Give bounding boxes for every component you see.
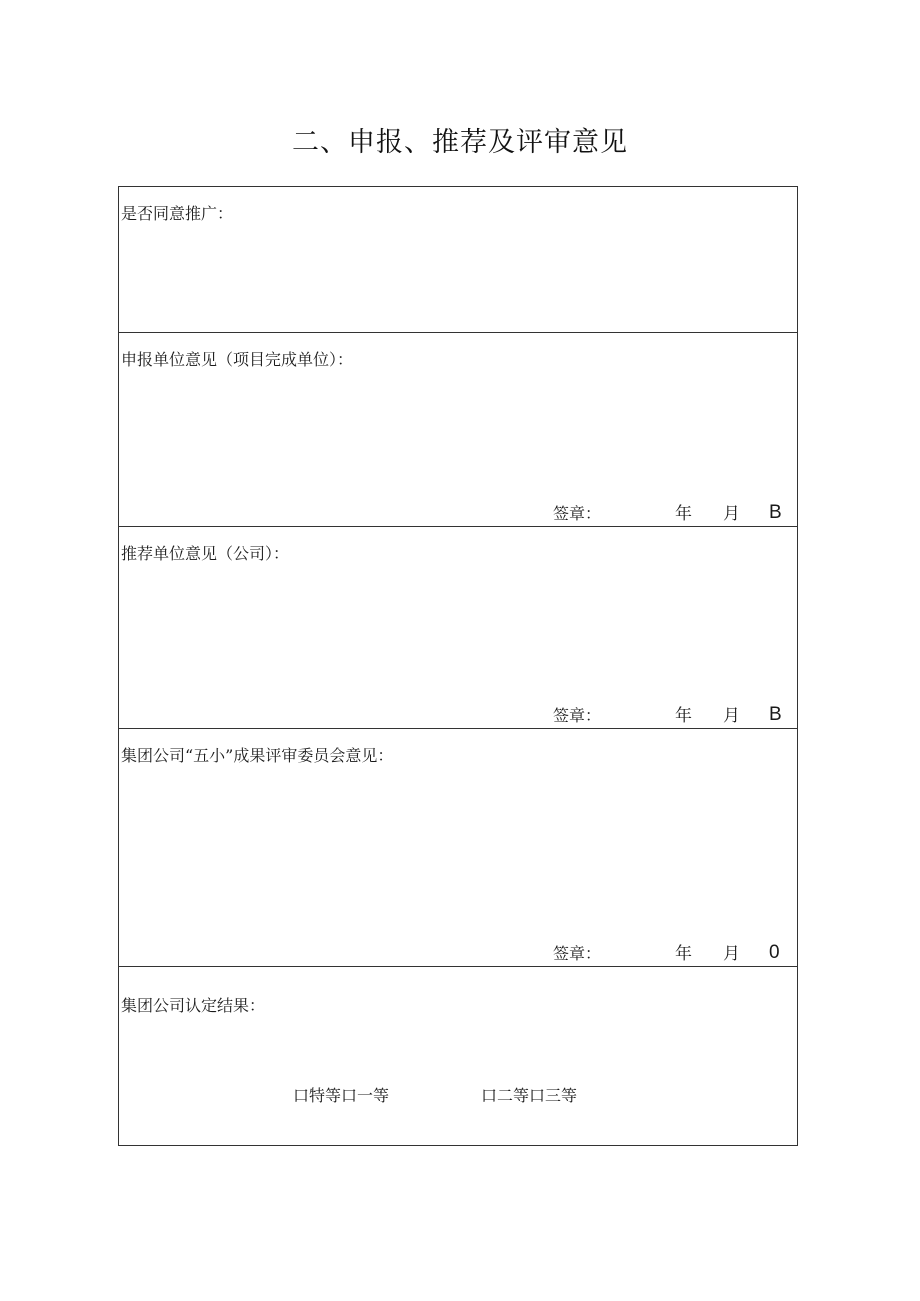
- month-label: 月: [723, 706, 740, 726]
- day-label: B: [769, 704, 782, 725]
- section-recommender-opinion: [119, 527, 797, 729]
- promotion-consent-label: 是否同意推广：: [121, 204, 234, 223]
- award-options-second-third[interactable]: 口二等口三等: [481, 1086, 578, 1105]
- year-label: 年: [675, 706, 692, 726]
- committee-signature-row: [119, 940, 797, 964]
- recommender-signature-row: [119, 702, 797, 726]
- year-label: 年: [675, 504, 692, 524]
- day-label: 0: [769, 942, 780, 963]
- committee-opinion-label: 集团公司“五小”成果评审委员会意见：: [121, 746, 394, 765]
- award-options-special-first[interactable]: 口特等口一等: [293, 1086, 390, 1105]
- signature-label: 签章：: [553, 504, 602, 523]
- page-title: 二、申报、推荐及评审意见: [292, 127, 628, 158]
- section-promotion-consent: [119, 187, 797, 333]
- year-label: 年: [675, 944, 692, 964]
- recommender-opinion-label: 推荐单位意见（公司）：: [121, 544, 290, 563]
- signature-label: 签章：: [553, 706, 602, 725]
- applicant-opinion-label: 申报单位意见（项目完成单位）：: [121, 350, 354, 369]
- month-label: 月: [723, 504, 740, 524]
- section-committee-opinion: [119, 729, 797, 967]
- group-result-label: 集团公司认定结果：: [121, 996, 266, 1015]
- month-label: 月: [723, 944, 740, 964]
- review-form-table: [118, 186, 798, 1146]
- day-label: B: [769, 502, 782, 523]
- applicant-signature-row: [119, 500, 797, 524]
- signature-label: 签章：: [553, 944, 602, 963]
- section-applicant-opinion: [119, 333, 797, 527]
- section-group-result: [119, 967, 797, 1145]
